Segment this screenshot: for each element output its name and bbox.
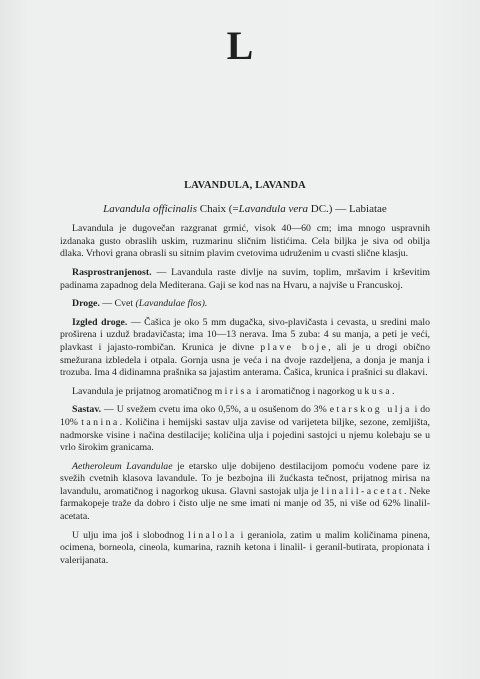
author: Chaix (= [196,202,239,215]
spaced-term: ukusa [357,385,392,397]
latin-name: Lavandula officinalis [103,202,197,215]
paragraph-text: . Neke farmakopeje traže da dobro i čisto ulje ne sme imati ni manje od 35, ni više od 62% linalil-acetata. [60,485,430,523]
synonym-author: DC.) — Labiatae [308,202,387,215]
botanical-name [60,203,430,216]
spaced-term: plave boje [260,341,329,353]
paragraph-distribution [60,267,430,292]
section-heading: Izgled droge. [72,316,128,328]
paragraph-text: . Količina i hemijski sastav ulja zavise od varijeteta biljke, sezone, zemljišta, nadmorske visine i načina destilacije; količina ulja i pojedini sastojci u njemu kolebaju se u vrlo širokim granicama. [60,416,430,454]
paragraph-composition [60,404,430,454]
paragraph-text: . [391,385,395,397]
chapter-letter: L [226,23,254,68]
article [60,180,430,573]
paragraph-text: — Cvet [99,298,136,310]
spaced-term: mirisa [214,385,254,397]
paragraph-text: i do 10% [60,404,431,428]
paragraph-text: , ali je u drogi obično smežurana izbledela i otpala. Gornja usna je veća i na dvoje razdeljena, a donja je manja i trozuba. Ima 4 didinamna prašnika sa jajastim anterama. Čašica, krunica i prašnici su dlakavi. [60,341,430,379]
section-heading: Droge. [72,298,100,310]
spaced-term: etarskog ulja [329,404,412,416]
paragraph-text: i aromatičnog i nagorkog [253,385,358,397]
paragraph-appearance [60,317,430,380]
paragraph-text: i geraniola, zatim u malim količinama pinena, ocimena, borneola, cineola, kumarina, raznih ketona i linalil- i geranil-butirata, propionata i valerijanata. [60,529,430,566]
spaced-term: linalil-acetat [321,485,404,497]
spaced-term: linalola [188,529,237,541]
article-title: LAVANDULA, LAVANDA [184,180,306,191]
paragraph-text: — Čašica je oko 5 mm dugačka, sivo-plavičasta i cevasta, u sredini malo proširena i uzduž bradavičasta; ima 10—13 nerava. Ima 5 zuba: 4 su manja, a peti je veći, plavkast i jajasto-rombičan. Krunica je divne [60,316,430,353]
paragraph-scent [60,386,430,399]
latin-term: (Lavandulae flos). [135,298,208,310]
synonym: Lavandula vera [238,202,308,215]
paragraph-text: je etarsko ulje dobijeno destilacijom pomoću vodene pare iz svežih cvetnih klasova lavandule. To je bezbojna ili žućkasta tečnost, prijatnog mirisa na lavandulu, aromatičnog i nagorkog ukusa. Glavni sastojak ulja je [60,460,430,497]
latin-term: Aetheroleum Lavandulae [72,460,173,472]
spaced-term: tanina [81,416,120,428]
paragraph-text: U ulju ima još i slobodnog [72,529,188,541]
paragraph-oil [60,461,430,524]
paragraph-text: Lavandula je prijatnog aromatičnog [72,385,215,397]
paragraph-constituents [60,530,430,568]
paragraph-description: Lavandula je dugovečan razgranat grmić, visok 40—60 cm; ima mnogo uspravnih izdanaka gusto obraslih uskim, ruzmarinu sličnim listićima. Cela biljka je siva od obilja dlaka. Vrhovi grana obrasli su sitnim plavim cvetovima udruženim u cvasti slične klasju. [60,223,430,260]
section-heading: Sastav. [72,404,102,416]
paragraph-text: — U svežem cvetu ima oko 0,5%, a u osušenom do 3% [101,404,330,416]
paragraph-drug [60,298,430,311]
paragraph-text: — Lavandula raste divlje na suvim, toplim, mršavim i krševitim padinama zapadnog dela Mediterana. Gaji se kod nas na Hvaru, a najviše u Francuskoj. [60,266,430,291]
section-heading: Rasprostranjenost. [72,266,152,278]
